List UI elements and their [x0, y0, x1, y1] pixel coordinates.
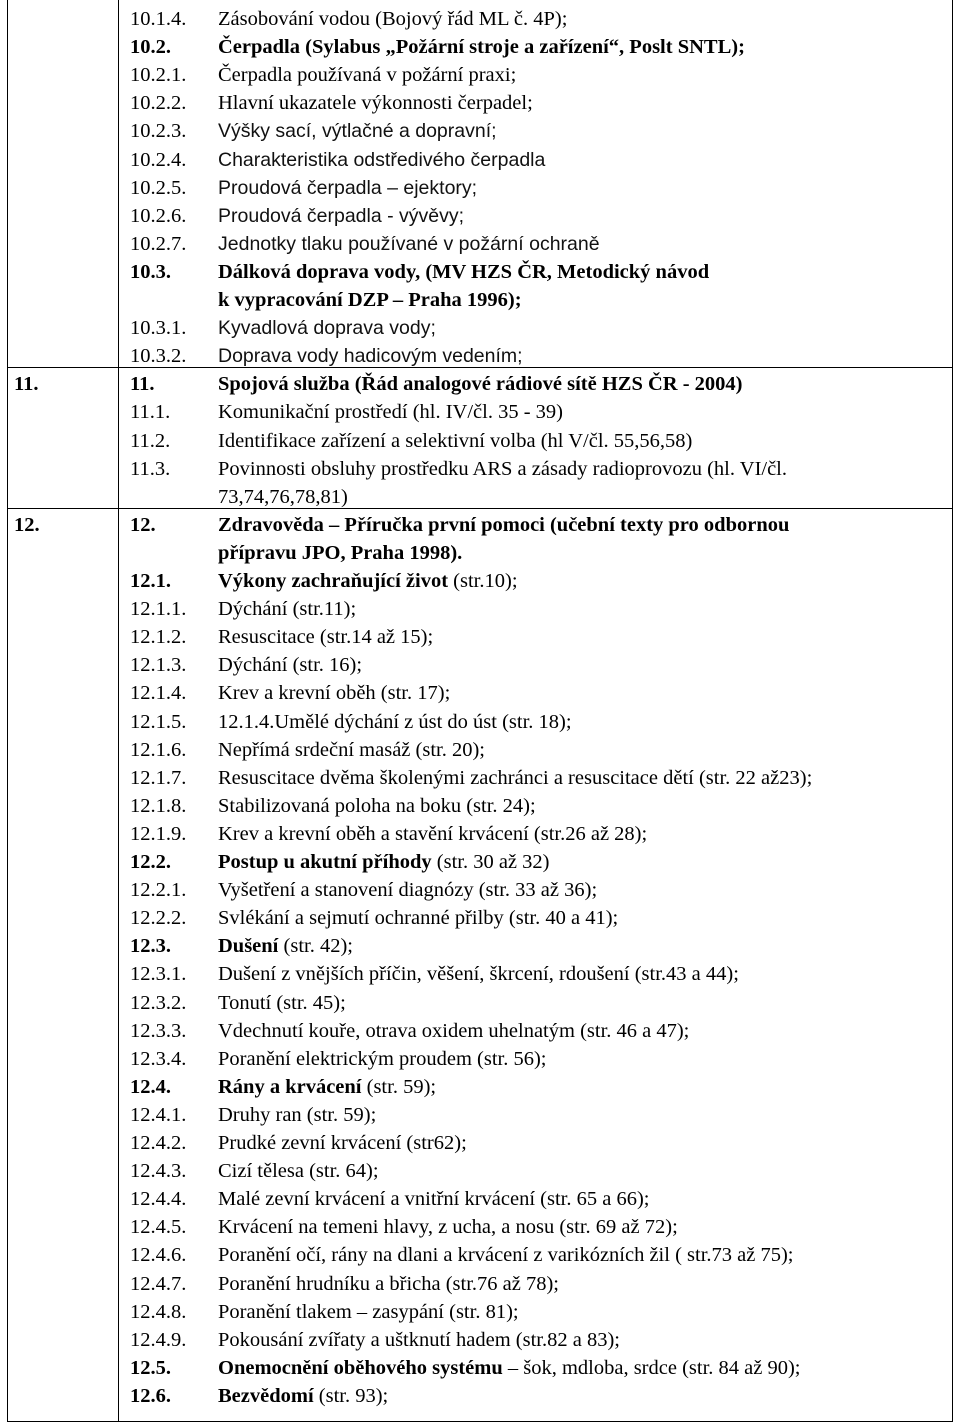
item-title: Krev a krevní oběh (str. 17);	[218, 682, 451, 705]
item-number: 12.3.	[130, 935, 171, 958]
item-title: Poranění tlakem – zasypání (str. 81);	[218, 1300, 519, 1323]
item-number: 12.2.2.	[130, 907, 187, 930]
item-text	[218, 512, 943, 539]
item-text	[218, 90, 943, 117]
item-number: 10.2.5.	[130, 176, 187, 199]
item-text	[218, 456, 943, 483]
column-divider	[118, 0, 119, 1422]
item-number: 11.1.	[130, 401, 171, 424]
item-title: Prudké zevní krvácení (str62);	[218, 1132, 467, 1154]
item-number: 10.1.4.	[130, 8, 187, 30]
item-text	[218, 315, 943, 342]
item-title: 12.1.4.Umělé dýchání z úst do úst (str. 18);	[218, 710, 572, 733]
section-number: 11.	[14, 373, 39, 396]
item-title: Vyšetření a stanovení diagnózy (str. 33 až 36);	[218, 879, 598, 902]
item-title: Dálková doprava vody, (MV HZS ČR, Metodický návod	[218, 260, 710, 283]
item-number: 12.1.7.	[130, 766, 187, 789]
item-title: Poranění očí, rány na dlani a krvácení z varikózních žil ( str.73 až 75);	[218, 1244, 794, 1267]
item-text	[218, 680, 943, 707]
item-text	[218, 1299, 943, 1326]
item-text	[218, 596, 943, 623]
item-number: 12.1.6.	[130, 738, 187, 761]
item-title: Krev a krevní oběh a stavění krvácení (str.26 až 28);	[218, 822, 648, 845]
item-number: 12.1.1.	[130, 598, 187, 621]
item-title: Resuscitace (str.14 až 15);	[218, 626, 434, 649]
item-page-ref: (str. 93);	[313, 1384, 389, 1407]
item-title: Dušení z vnějších příčin, věšení, škrcení, rdoušení (str.43 a 44);	[218, 963, 739, 986]
item-title: Charakteristika odstředivého čerpadla	[218, 148, 546, 171]
item-page-ref: (str. 42);	[278, 935, 353, 958]
item-text	[218, 793, 943, 820]
item-title: Cizí tělesa (str. 64);	[218, 1160, 379, 1183]
item-text	[218, 905, 943, 932]
item-number: 10.3.2.	[130, 345, 187, 368]
item-title: Poranění hrudníku a břicha (str.76 až 78);	[218, 1272, 560, 1295]
item-text	[218, 6, 943, 33]
item-text	[218, 961, 943, 988]
item-number: 10.2.6.	[130, 204, 187, 227]
item-number: 12.	[130, 513, 156, 536]
item-number: 12.3.1.	[130, 963, 187, 986]
section-number: 12.	[14, 513, 40, 536]
item-title: přípravu JPO, Praha 1998).	[218, 541, 463, 564]
item-title: Onemocnění oběhového systému	[218, 1356, 503, 1379]
item-title: Svlékání a sejmutí ochranné přilby (str. 40 a 41);	[218, 907, 619, 930]
item-text	[218, 203, 943, 230]
item-number: 12.4.2.	[130, 1132, 187, 1154]
row-separator	[7, 367, 953, 368]
item-title: Stabilizovaná poloha na boku (str. 24);	[218, 794, 536, 817]
item-text	[218, 1074, 943, 1101]
item-number: 12.4.1.	[130, 1103, 187, 1126]
item-text	[218, 259, 943, 286]
item-text	[218, 1271, 943, 1298]
item-title: Proudová čerpadla - vývěvy;	[218, 204, 465, 227]
item-number: 12.4.9.	[130, 1328, 187, 1351]
item-text	[218, 1242, 943, 1269]
item-text	[218, 652, 943, 679]
item-number: 12.4.8.	[130, 1300, 187, 1323]
item-text	[218, 231, 943, 258]
item-text	[218, 287, 943, 314]
item-number: 12.2.	[130, 851, 171, 873]
item-number: 10.2.4.	[130, 148, 187, 171]
item-title: Resuscitace dvěma školenými zachránci a resuscitace dětí (str. 22 až23);	[218, 766, 813, 789]
item-text	[218, 1355, 943, 1382]
item-title: Hlavní ukazatele výkonnosti čerpadel;	[218, 92, 533, 115]
item-text	[218, 1046, 943, 1073]
item-text	[218, 568, 943, 595]
item-title: Čerpadla (Sylabus „Požární stroje a zařízení“, Poslt SNTL);	[218, 36, 745, 59]
item-number: 10.3.	[130, 260, 171, 283]
item-number: 10.2.7.	[130, 232, 187, 255]
item-title: Povinnosti obsluhy prostředku ARS a zásady radioprovozu (hl. VI/čl.	[218, 457, 788, 480]
item-title: Postup u akutní příhody	[218, 851, 432, 873]
item-text	[218, 1102, 943, 1129]
item-text	[218, 765, 943, 792]
item-title: Dýchání (str. 16);	[218, 654, 363, 677]
item-number: 12.1.	[130, 570, 171, 592]
item-title: Identifikace zařízení a selektivní volba (hl V/čl. 55,56,58)	[218, 429, 693, 452]
item-page-ref: (str.10);	[448, 570, 518, 592]
item-title: Malé zevní krvácení a vnitřní krvácení (str. 65 a 66);	[218, 1188, 650, 1211]
item-text	[218, 1383, 943, 1410]
item-number: 12.1.4.	[130, 682, 187, 705]
item-title: Nepřímá srdeční masáž (str. 20);	[218, 738, 485, 761]
item-title: Výšky sací, výtlačné a dopravní;	[218, 120, 497, 143]
item-number: 10.2.2.	[130, 92, 187, 115]
item-title: Jednotky tlaku používané v požární ochraně	[218, 232, 600, 255]
item-title: k vypracování DZP – Praha 1996);	[218, 289, 522, 311]
item-text	[218, 484, 943, 511]
item-title: 73,74,76,78,81)	[218, 485, 348, 508]
item-text	[218, 1186, 943, 1213]
item-number: 12.4.	[130, 1075, 171, 1098]
item-number: 12.4.3.	[130, 1160, 187, 1183]
item-title: Čerpadla používaná v požární praxi;	[218, 64, 517, 87]
item-title: Bezvědomí	[218, 1384, 314, 1407]
item-number: 12.4.4.	[130, 1188, 187, 1211]
item-text	[218, 175, 943, 202]
item-page-ref: (str. 59);	[361, 1075, 437, 1098]
item-text	[218, 1158, 943, 1185]
item-page-ref: (str. 30 až 32)	[431, 851, 550, 873]
item-text	[218, 34, 943, 61]
item-title: Tonutí (str. 45);	[218, 991, 346, 1014]
item-text	[218, 849, 943, 876]
item-text	[218, 118, 943, 145]
item-title: Výkony zachraňující život	[218, 570, 449, 592]
item-text	[218, 1018, 943, 1045]
item-number: 11.3.	[130, 457, 171, 480]
item-title: Poranění elektrickým proudem (str. 56);	[218, 1047, 547, 1070]
item-text	[218, 540, 943, 567]
item-number: 12.3.3.	[130, 1019, 187, 1042]
item-title: Doprava vody hadicovým vedením;	[218, 345, 523, 368]
item-text	[218, 371, 943, 398]
item-text	[218, 821, 943, 848]
item-text	[218, 428, 943, 455]
item-title: Zdravověda – Příručka první pomoci (učební texty pro odbornou	[218, 513, 790, 536]
item-number: 12.3.4.	[130, 1047, 187, 1070]
item-number: 12.2.1.	[130, 879, 187, 902]
item-title: Krvácení na temeni hlavy, z ucha, a nosu (str. 69 až 72);	[218, 1216, 678, 1239]
item-number: 12.4.5.	[130, 1216, 187, 1239]
item-text	[218, 737, 943, 764]
item-title: Pokousání zvířaty a uštknutí hadem (str.82 a 83);	[218, 1328, 620, 1351]
item-number: 12.1.3.	[130, 654, 187, 677]
item-number: 10.2.	[130, 36, 171, 59]
item-number: 11.2.	[130, 429, 171, 452]
item-number: 12.3.2.	[130, 991, 187, 1014]
item-number: 12.1.5.	[130, 710, 187, 733]
item-text	[218, 1214, 943, 1241]
item-number: 11.	[130, 373, 155, 396]
item-text	[218, 624, 943, 651]
item-text	[218, 399, 943, 426]
item-title: Vdechnutí kouře, otrava oxidem uhelnatým (str. 46 a 47);	[218, 1019, 690, 1042]
item-number: 12.4.6.	[130, 1244, 187, 1267]
item-title: Dýchání (str.11);	[218, 598, 357, 621]
item-number: 12.1.2.	[130, 626, 187, 649]
item-title: Proudová čerpadla – ejektory;	[218, 176, 478, 199]
item-title: Druhy ran (str. 59);	[218, 1103, 377, 1126]
item-number: 12.6.	[130, 1384, 171, 1407]
item-text	[218, 709, 943, 736]
item-number: 12.1.8.	[130, 794, 187, 817]
item-page-ref: – šok, mdloba, srdce (str. 84 až 90);	[502, 1356, 801, 1379]
item-number: 12.5.	[130, 1356, 171, 1379]
item-text	[218, 877, 943, 904]
item-text	[218, 343, 943, 370]
item-text	[218, 990, 943, 1017]
item-number: 10.3.1.	[130, 317, 187, 340]
item-number: 10.2.3.	[130, 120, 187, 143]
item-number: 12.1.9.	[130, 822, 187, 845]
item-text	[218, 147, 943, 174]
item-title: Zásobování vodou (Bojový řád ML č. 4P);	[218, 8, 568, 30]
item-text	[218, 62, 943, 89]
item-title: Kyvadlová doprava vody;	[218, 317, 436, 340]
item-text	[218, 933, 943, 960]
row-separator	[7, 508, 953, 509]
item-title: Dušení	[218, 935, 279, 958]
item-text	[218, 1130, 943, 1157]
item-text	[218, 1327, 943, 1354]
item-title: Spojová služba (Řád analogové rádiové sítě HZS ČR - 2004)	[218, 373, 743, 396]
item-title: Komunikační prostředí (hl. IV/čl. 35 - 39)	[218, 401, 564, 424]
item-number: 10.2.1.	[130, 64, 187, 87]
item-title: Rány a krvácení	[218, 1075, 362, 1098]
item-number: 12.4.7.	[130, 1272, 187, 1295]
